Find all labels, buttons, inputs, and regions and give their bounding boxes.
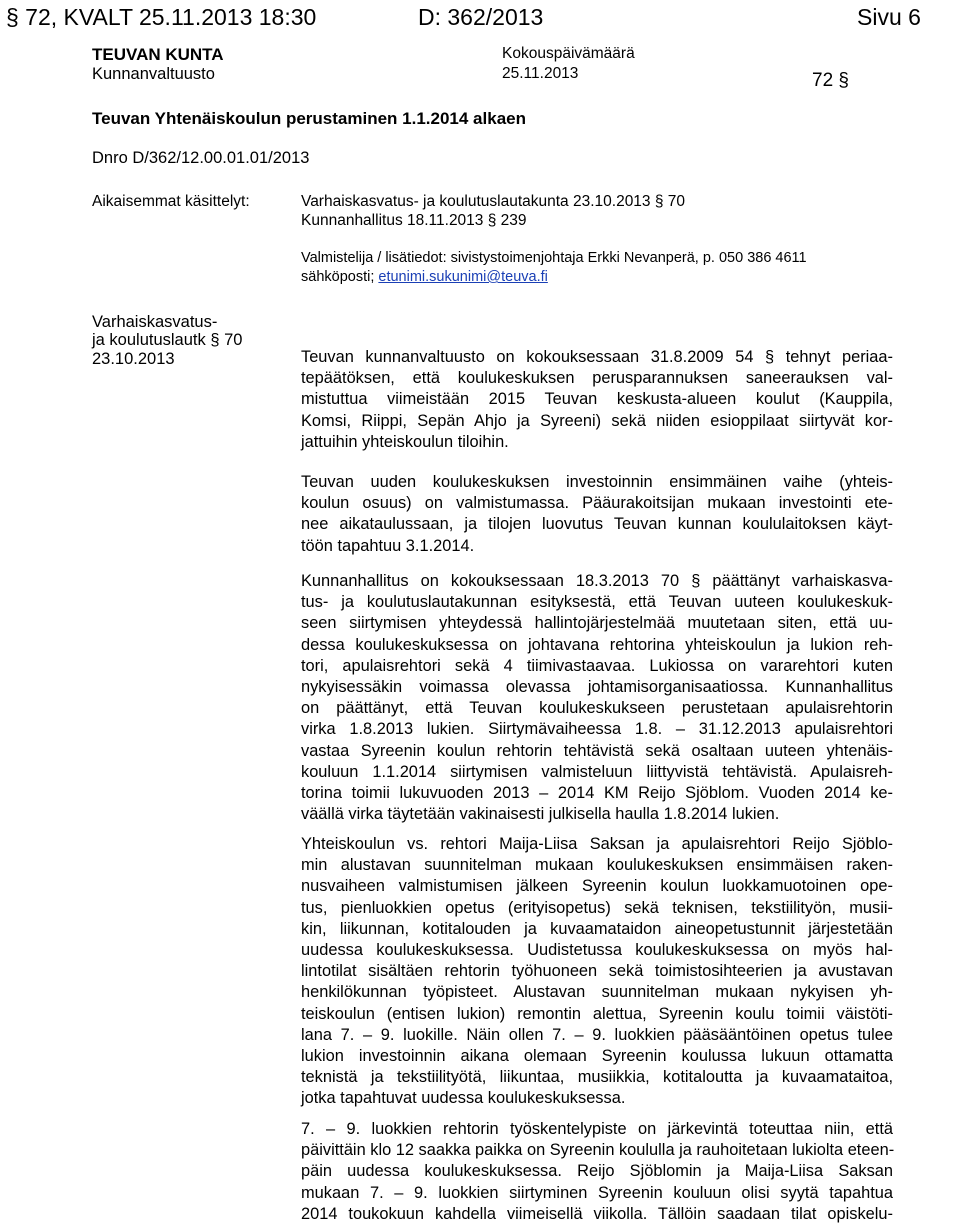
paragraph-line: Yhteiskoulun vs. rehtori Maija-Liisa Saksan ja apulaisrehtori Reijo Sjöblo- bbox=[301, 835, 893, 853]
paragraph-line: päivittäin klo 12 saakka paikka on Syreenin koululla ja rauhoitetaan lukiolta eteen- bbox=[301, 1141, 895, 1160]
paragraph-line: nusvaiheen valmistumisen jälkeen Syreenin koulun luokkamuotoinen ope- bbox=[301, 877, 893, 896]
paragraph-line: lukion investoinnin aikana olemaan Syreenin koulussa lukuun ottamatta bbox=[301, 1046, 893, 1065]
paragraph-line: teiskoulun (entisen lukion) remontin alettua, Syreenin koulu toimii väistöti- bbox=[301, 1004, 893, 1023]
paragraph-line: Komsi, Riippi, Sepän Ahjo ja Syreeni) sekä niiden esioppilaat siirtyvät kor- bbox=[301, 411, 893, 430]
header-page-number: Sivu 6 bbox=[857, 4, 921, 30]
paragraph-line: tori, apulaisrehtori sekä 4 tiimivastaavaa. Lukiossa on vararehtori kuten bbox=[301, 656, 893, 675]
side-label-section: ja koulutuslautk § 70 bbox=[92, 331, 243, 349]
paragraph-line: päin uudessa koulukeskuksessa. Reijo Sjöblomin ja Maija-Liisa Saksan bbox=[301, 1162, 893, 1181]
paragraph-line: seen siirtymisen yhteydessä hallintojärjestelmää muutetaan siten, että uu- bbox=[301, 614, 893, 633]
section-number: 72 § bbox=[812, 70, 849, 91]
paragraph-line: tus, pienluokkien opetus (erityisopetus) sekä teknisen, tekstiilityön, musii- bbox=[301, 898, 893, 917]
paragraph-line: dessa koulukeskuksessa on johtavana rehtorina yhteiskoulun ja lukion reh- bbox=[301, 635, 893, 654]
paragraph-line: mukaan 7. – 9. luokkien siirtyminen Syreenin kouluun olisi syytä tapahtua bbox=[301, 1183, 893, 1202]
paragraph-line: koulun osuus) on valmistumassa. Pääurakoitsijan mukaan investointi ete- bbox=[301, 494, 893, 513]
paragraph-line: 7. – 9. luokkien rehtorin työskentelypiste on järkevintä toteuttaa niin, että bbox=[301, 1120, 893, 1138]
paragraph-2 bbox=[301, 472, 893, 557]
paragraph-3 bbox=[301, 571, 893, 825]
paragraph-line: lintotilat sisältäen rehtorin työhuoneen sekä toimistosihteerien ja avustavan bbox=[301, 962, 893, 981]
paragraph-line: torina toimii lukuvuoden 2013 – 2014 KM Reijo Sjöblom. Vuoden 2014 ke- bbox=[301, 783, 893, 802]
paragraph-line: Teuvan kunnanvaltuusto on kokouksessaan 31.8.2009 54 § tehnyt periaa- bbox=[301, 348, 893, 366]
paragraph-line: mistuttua viimeistään 2015 Teuvan keskusta-alueen koulut (Kauppila, bbox=[301, 390, 893, 409]
earlier-handling-label: Aikaisemmat käsittelyt: bbox=[92, 193, 250, 210]
presenter-info: Valmistelija / lisätiedot: sivistystoimenjohtaja Erkki Nevanperä, p. 050 386 4611 bbox=[301, 250, 807, 266]
earlier-handling-board: Varhaiskasvatus- ja koulutuslautakunta 23.10.2013 § 70 bbox=[301, 193, 686, 210]
side-label-board: Varhaiskasvatus- bbox=[92, 313, 218, 331]
paragraph-line: uudessa koulukeskuksessa. Uudistetussa koulukeskuksessa on myös hal- bbox=[301, 940, 893, 959]
email-link[interactable]: etunimi.sukunimi@teuva.fi bbox=[378, 269, 548, 285]
earlier-handling-council: Kunnanhallitus 18.11.2013 § 239 bbox=[301, 212, 527, 229]
paragraph-line: vastaa Syreenin koulun rehtorin tehtävistä sekä osaltaan uuteen yhtenäis- bbox=[301, 741, 893, 760]
paragraph-line: Teuvan uuden koulukeskuksen investoinnin ensimmäinen vaihe (yhteis- bbox=[301, 473, 893, 491]
meeting-date-label: Kokouspäivämäärä bbox=[502, 45, 635, 62]
paragraph-line: kouluun 1.1.2014 siirtymisen valmisteluun liittyvistä tehtävistä. Apulaisreh- bbox=[301, 762, 893, 781]
decision-body: Kunnanvaltuusto bbox=[92, 65, 215, 83]
side-label-date: 23.10.2013 bbox=[92, 350, 175, 368]
paragraph-line: Kunnanhallitus on kokouksessaan 18.3.2013 70 § päättänyt varhaiskasva- bbox=[301, 572, 893, 590]
record-number: Dnro D/362/12.00.01.01/2013 bbox=[92, 149, 310, 167]
paragraph-line: tepäätöksen, että koulukeskuksen perusparannuksen saneerauksen val- bbox=[301, 369, 893, 388]
paragraph-line: 2014 toukokuun kahdella viimeisellä viikolla. Tällöin saadaan tilat opiskelu- bbox=[301, 1204, 893, 1223]
paragraph-line: nykyisessäkin voimassa olevassa johtamisorganisaatiossa. Kunnanhallitus bbox=[301, 677, 893, 696]
presenter-email-line bbox=[301, 269, 548, 285]
paragraph-line: jotka tapahtuvat uudessa koulukeskuksessa. bbox=[301, 1089, 626, 1108]
paragraph-line: kin, liikunnan, kotitalouden ja kuvaamataidon aineopetustunnit järjestetään bbox=[301, 919, 893, 938]
paragraph-line: tus- ja koulutuslautakunnan esityksestä, että Teuvan uuteen koulukeskuk- bbox=[301, 593, 893, 612]
paragraph-line: lana 7. – 9. luokille. Näin ollen 7. – 9. luokkien pääsääntöinen opetus tulee bbox=[301, 1025, 893, 1044]
paragraph-5 bbox=[301, 1119, 893, 1225]
header-meeting-ref: § 72, KVALT 25.11.2013 18:30 bbox=[6, 4, 317, 30]
paragraph-line: nee aikataulussaan, ja tilojen luovutus Teuvan kunnan koululaitoksen käyt- bbox=[301, 515, 893, 534]
paragraph-line: teknistä ja tekstiilityötä, liikuntaa, musiikkia, kotitaloutta ja kuvaamataitoa, bbox=[301, 1068, 893, 1087]
paragraph-line: töön tapahtuu 3.1.2014. bbox=[301, 536, 475, 555]
paragraph-line: henkilökunnan työpisteet. Alustavan suunnitelman mukaan nykyisen yh- bbox=[301, 983, 893, 1002]
header-document-id: D: 362/2013 bbox=[418, 4, 544, 30]
paragraph-4 bbox=[301, 834, 893, 1109]
paragraph-line: min alustavan suunnitelman mukaan koulukeskuksen ensimmäisen raken- bbox=[301, 856, 893, 875]
page-title: Teuvan Yhtenäiskoulun perustaminen 1.1.2014 alkaen bbox=[92, 109, 526, 128]
meeting-date: 25.11.2013 bbox=[502, 65, 579, 82]
paragraph-line: virka 1.8.2013 lukien. Siirtymävaiheessa 1.8. – 31.12.2013 apulaisrehtori bbox=[301, 720, 893, 739]
organization-name: TEUVAN KUNTA bbox=[92, 45, 224, 64]
paragraph-line: väällä virka täytetään vakinaisesti julkisella haulla 1.8.2014 lukien. bbox=[301, 805, 780, 824]
email-label: sähköposti; bbox=[301, 269, 379, 285]
paragraph-line: jattuihin yhteiskoulun tiloihin. bbox=[301, 432, 509, 451]
paragraph-1 bbox=[301, 347, 893, 453]
paragraph-line: on päättänyt, että Teuvan koulukeskukseen perustetaan apulaisrehtorin bbox=[301, 699, 893, 718]
